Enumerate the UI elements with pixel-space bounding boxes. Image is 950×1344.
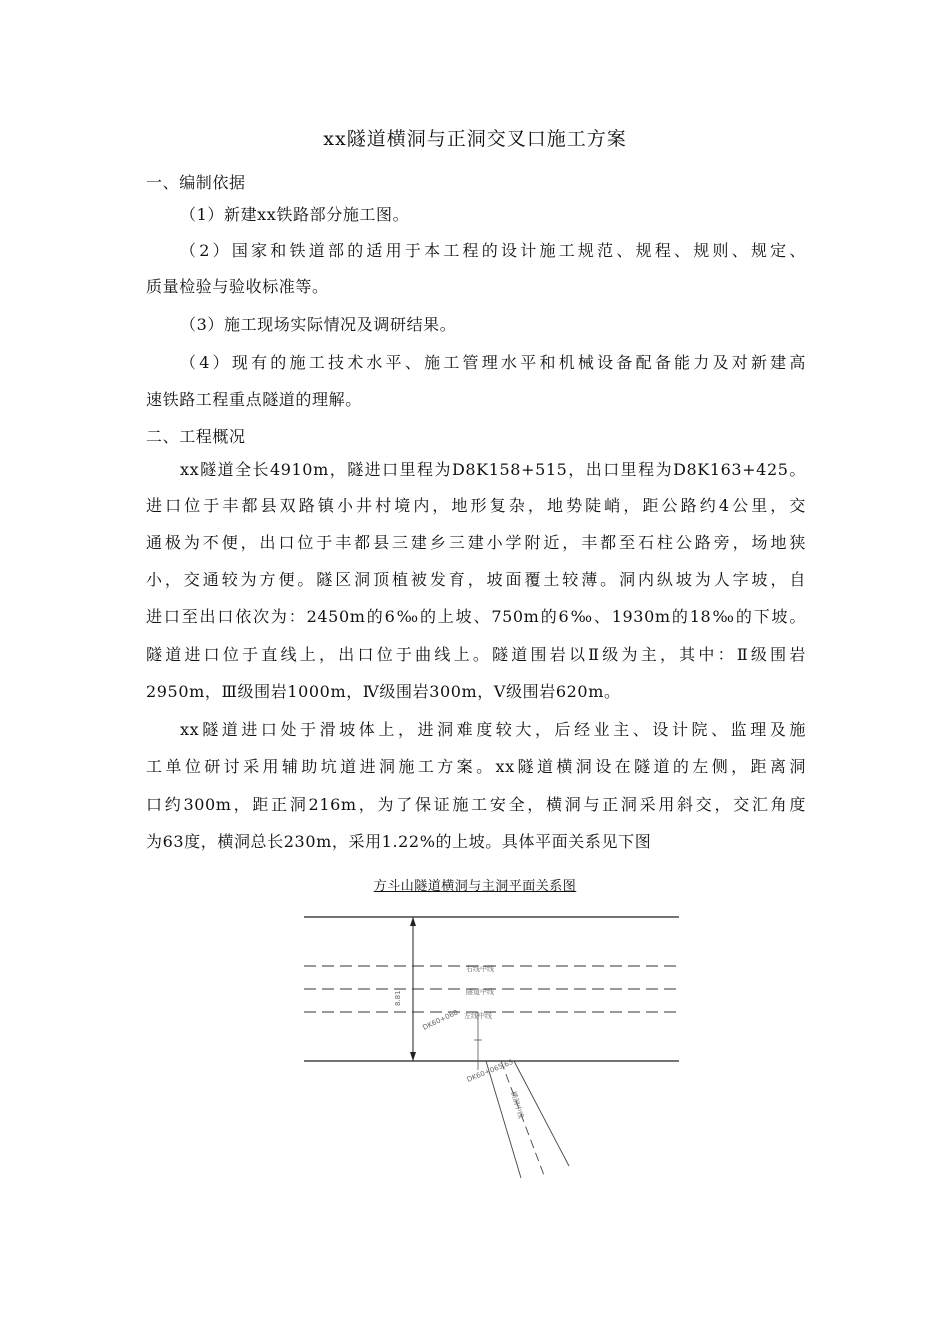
basis-item-2-line-1: （2）国家和铁道部的适用于本工程的设计施工规范、规程、规则、规定、 [180, 241, 806, 260]
overview-p1-line-4: 小，交通较为方便。隧区洞顶植被发育，坡面覆土较薄。洞内纵坡为人字坡，自 [146, 570, 806, 589]
mileage-label-2: DK60+065.65 [465, 1057, 515, 1084]
overview-p1-line-7: 2950m，Ⅲ级围岩1000m，Ⅳ级围岩300m，Ⅴ级围岩620m。 [146, 682, 621, 701]
overview-p1-line-6: 隧道进口位于直线上，出口位于曲线上。隧道围岩以Ⅱ级为主，其中：Ⅱ级围岩 [146, 645, 806, 664]
overview-p2-line-4: 为63度，横洞总长230m，采用1.22%的上坡。具体平面关系见下图 [146, 832, 652, 851]
overview-p1-line-5: 进口至出口依次为：2450m的6‰的上坡、750m的6‰、1930m的18‰的下坡。 [146, 607, 806, 626]
page-title: xx隧道横洞与正洞交叉口施工方案 [323, 128, 627, 150]
basis-item-3: （3）施工现场实际情况及调研结果。 [180, 315, 457, 334]
cross-tunnel-center-label: 横洞中线 [509, 1090, 525, 1120]
cross-tunnel-left-wall [486, 1061, 521, 1178]
dimension-arrow-bottom [410, 1052, 416, 1061]
basis-item-2-line-2: 质量检验与验收标准等。 [146, 277, 329, 296]
section-heading-basis: 一、编制依据 [146, 173, 246, 192]
overview-p1-line-2: 进口位于丰都县双路镇小井村境内，地形复杂，地势陡峭，距公路约4公里，交 [146, 496, 806, 515]
mileage-label-1: DK60+060 [421, 1008, 460, 1032]
overview-p2-line-3: 口约300m，距正洞216m，为了保证施工安全，横洞与正洞采用斜交，交汇角度 [146, 795, 806, 814]
overview-p1-line-3: 通极为不便，出口位于丰都县三建乡三建小学附近，丰都至石柱公路旁，场地狭 [146, 533, 806, 552]
basis-item-1: （1）新建xx铁路部分施工图。 [180, 205, 410, 224]
dimension-label: 8.81 [394, 990, 402, 1006]
basis-item-4-line-1: （4）现有的施工技术水平、施工管理水平和机械设备配备能力及对新建高 [180, 353, 806, 372]
tunnel-center-label: 隧道中线 [466, 988, 494, 996]
overview-p1-line-1: xx隧道全长4910m，隧进口里程为D8K158+515，出口里程为D8K163+425。 [180, 460, 806, 479]
left-line-label: 左线中线 [464, 1012, 492, 1020]
figure-title: 方斗山隧道横洞与主洞平面关系图 [373, 879, 577, 894]
dimension-arrow-top [410, 917, 416, 926]
section-heading-overview: 二、工程概况 [146, 427, 246, 446]
overview-p2-line-1: xx隧道进口处于滑坡体上，进洞难度较大，后经业主、设计院、监理及施 [180, 720, 806, 739]
right-line-label: 右线中线 [466, 965, 494, 973]
overview-p2-line-2: 工单位研讨采用辅助坑道进洞施工方案。xx隧道横洞设在隧道的左侧，距离洞 [146, 757, 806, 776]
basis-item-4-line-2: 速铁路工程重点隧道的理解。 [146, 390, 362, 409]
